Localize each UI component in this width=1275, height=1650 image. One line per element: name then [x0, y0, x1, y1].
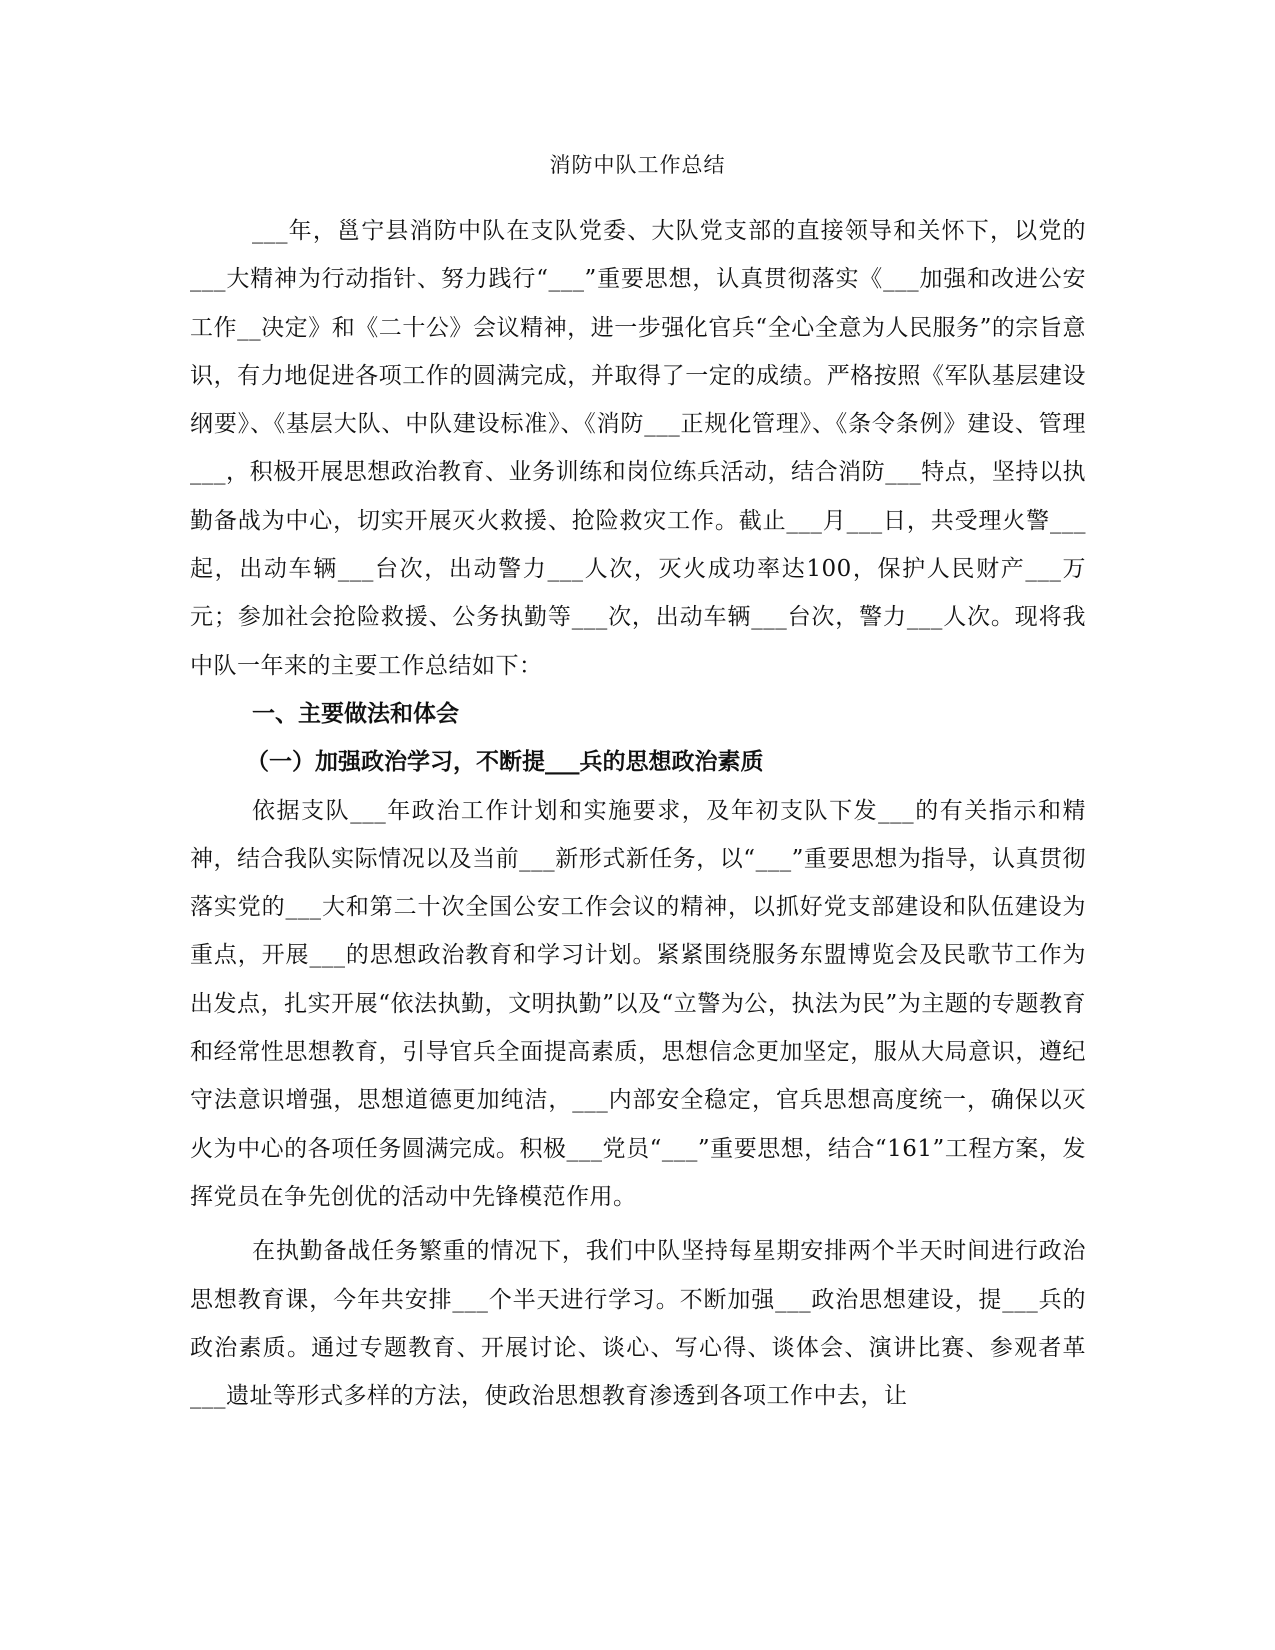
paragraph-political-study: 依据支队___年政治工作计划和实施要求，及年初支队下发___的有关指示和精神，结合我队实际情况以及当前___新形式新任务，以“___”重要思想为指导，认真贯彻落实党的___大和第二十次全国公安工作会议的精神，以抓好党支部建设和队伍建设为重点，开展___的思想政治教育和学习计划。紧紧围绕服务东盟博览会及民歌节工作为出发点，扎实开展“依法执勤，文明执勤”以及“立警为公，执法为民”为主题的专题教育和经常性思想教育，引导官兵全面提高素质，思想信念更加坚定，服从大局意识，遵纪守法意识增强，思想道德更加纯洁，___内部安全稳定，官兵思想高度统一，确保以灭火为中心的各项任务圆满完成。积极___党员“___”重要思想，结合“161”工程方案，发挥党员在争先创优的活动中先锋模范作用。: [190, 797, 1086, 1210]
document-title: 消防中队工作总结: [549, 153, 726, 177]
document-body: [190, 207, 1086, 1420]
section-heading: 一、主要做法和体会: [252, 699, 459, 727]
paragraph-intro: ___年，邕宁县消防中队在支队党委、大队党支部的直接领导和关怀下，以党的___大精神为行动指针、努力践行“___”重要思想，认真贯彻落实《___加强和改进公安工作__决定》和《二十公》会议精神，进一步强化官兵“全心全意为人民服务”的宗旨意识，有力地促进各项工作的圆满完成，并取得了一定的成绩。严格按照《军队基层建设纲要》、《基层大队、中队建设标准》、《消防___正规化管理》、《条令条例》建设、管理___，积极开展思想政治教育、业务训练和岗位练兵活动，结合消防___特点，坚持以执勤备战为中心，切实开展灭火救援、抢险救灾工作。截止___月___日，共受理火警___起，出动车辆___台次，出动警力___人次，灭火成功率达100，保护人民财产___万元；参加社会抢险救援、公务执勤等___次，出动车辆___台次，警力___人次。现将我中队一年来的主要工作总结如下：: [190, 218, 1086, 679]
subsection-heading: （一）加强政治学习，不断提___兵的思想政治素质: [246, 748, 764, 776]
paragraph-education-class: 在执勤备战任务繁重的情况下，我们中队坚持每星期安排两个半天时间进行政治思想教育课，今年共安排___个半天进行学习。不断加强___政治思想建设，提___兵的政治素质。通过专题教育、开展讨论、谈心、写心得、谈体会、演讲比赛、参观者革___遗址等形式多样的方法，使政治思想教育渗透到各项工作中去，让: [190, 1238, 1086, 1410]
